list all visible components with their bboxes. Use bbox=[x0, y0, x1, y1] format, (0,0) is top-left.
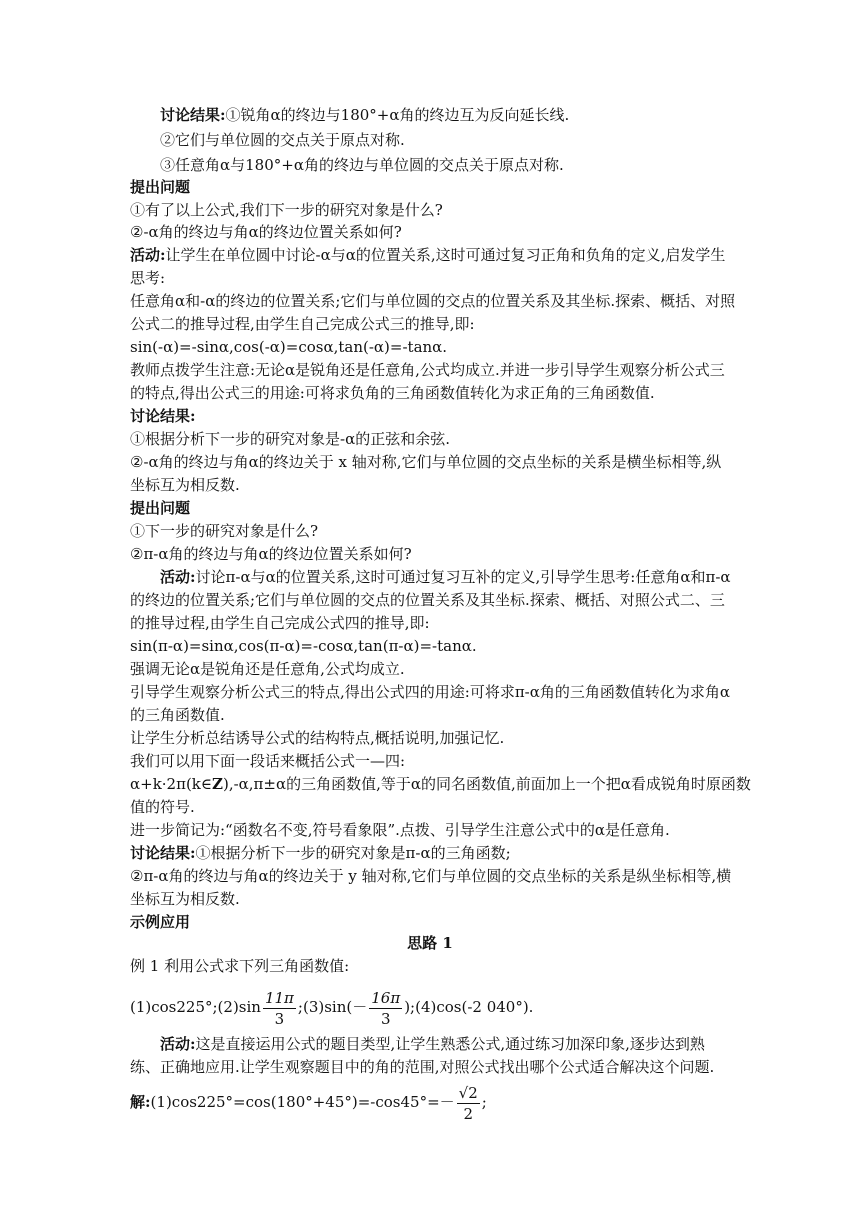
discussion-label: 讨论结果: bbox=[160, 106, 226, 124]
solution-text: ; bbox=[481, 1093, 487, 1111]
discussion-item: ②π-α角的终边与角α的终边关于 y 轴对称,它们与单位圆的交点坐标的关系是纵坐标相等,横 bbox=[130, 867, 732, 885]
rule-line bbox=[130, 772, 751, 797]
paragraph-line: 教师点拨学生注意:无论α是锐角还是任意角,公式均成立.并进一步引导学生观察分析公式三 bbox=[130, 361, 725, 379]
paragraph-line: 引导学生观察分析公式三的特点,得出公式四的用途:可将求π-α角的三角函数值转化为求角α bbox=[130, 683, 731, 701]
paragraph-line: 让学生分析总结诱导公式的结构特点,概括说明,加强记忆. bbox=[130, 729, 505, 747]
problem-text: (1)cos225°;(2)sin bbox=[130, 998, 261, 1016]
fraction-numerator: 11π bbox=[264, 988, 294, 1007]
fraction bbox=[263, 988, 296, 1029]
fraction-denominator: 3 bbox=[274, 1009, 285, 1028]
discussion-item: ②它们与单位圆的交点关于原点对称. bbox=[160, 131, 405, 149]
paragraph-line: 的特点,得出公式三的用途:可将求负角的三角函数值转化为求正角的三角函数值. bbox=[130, 384, 655, 402]
discussion-item: ①锐角α的终边与180°+α角的终边互为反向延长线. bbox=[225, 106, 570, 124]
activity-paragraph bbox=[160, 1032, 705, 1057]
discussion-result-3 bbox=[130, 841, 511, 866]
paragraph-line: 的三角函数值. bbox=[130, 706, 225, 724]
paragraph-line: 公式二的推导过程,由学生自己完成公式三的推导,即: bbox=[130, 315, 475, 333]
problem-text: ;(3)sin(－ bbox=[297, 998, 368, 1016]
discussion-result-1 bbox=[160, 103, 569, 128]
fraction bbox=[457, 1083, 480, 1124]
paragraph-line: 的终边的位置关系;它们与单位圆的交点的位置关系及其坐标.探索、概括、对照公式二、三 bbox=[130, 591, 725, 609]
question: ①有了以上公式,我们下一步的研究对象是什么? bbox=[130, 201, 443, 219]
formula-3: sin(-α)=-sinα,cos(-α)=cosα,tan(-α)=-tanα. bbox=[130, 338, 448, 356]
paragraph-line: 练、正确地应用.让学生观察题目中的角的范围,对照公式找出哪个公式适合解决这个问题. bbox=[130, 1058, 715, 1076]
activity-text: 讨论π-α与α的位置关系,这时可通过复习互补的定义,引导学生思考:任意角α和π-α bbox=[195, 568, 731, 586]
rule-text: ),-α,π±α的三角函数值,等于α的同名函数值,前面加上一个把α看成锐角时原函数 bbox=[222, 775, 751, 793]
solution-line bbox=[130, 1080, 487, 1124]
activity-paragraph bbox=[130, 243, 725, 268]
fraction-numerator: √2 bbox=[458, 1083, 478, 1102]
discussion-item: 坐标互为相反数. bbox=[130, 890, 240, 908]
solution-text: (1)cos225°=cos(180°+45°)=-cos45°=－ bbox=[150, 1093, 455, 1111]
fraction bbox=[369, 988, 402, 1029]
fraction-numerator: 16π bbox=[371, 988, 401, 1007]
discussion-item: ①根据分析下一步的研究对象是π-α的三角函数; bbox=[195, 844, 511, 862]
question: ②π-α角的终边与角α的终边位置关系如何? bbox=[130, 545, 412, 563]
fraction-denominator: 2 bbox=[463, 1104, 473, 1123]
discussion-item: ②-α角的终边与角α的终边关于 x 轴对称,它们与单位圆的交点坐标的关系是横坐标相等,纵 bbox=[130, 453, 722, 471]
activity-label: 活动: bbox=[160, 1035, 196, 1053]
paragraph-line: 值的符号. bbox=[130, 798, 195, 816]
solution-label: 解: bbox=[130, 1093, 151, 1111]
rule-text: α+k·2π(k∈ bbox=[130, 775, 213, 793]
paragraph-line: 的推导过程,由学生自己完成公式四的推导,即: bbox=[130, 614, 430, 632]
example-title: 例 1 利用公式求下列三角函数值: bbox=[130, 957, 350, 975]
question: ①下一步的研究对象是什么? bbox=[130, 522, 319, 540]
discussion-item: ③任意角α与180°+α角的终边与单位圆的交点关于原点对称. bbox=[160, 156, 564, 174]
discussion-label: 讨论结果: bbox=[130, 407, 196, 425]
paragraph-line: 强调无论α是锐角还是任意角,公式均成立. bbox=[130, 660, 405, 678]
activity-label: 活动: bbox=[160, 568, 196, 586]
question: ②-α角的终边与角α的终边位置关系如何? bbox=[130, 223, 402, 241]
activity-paragraph bbox=[160, 565, 731, 590]
activity-text: 让学生在单位圆中讨论-α与α的位置关系,这时可通过复习正角和负角的定义,启发学生 bbox=[165, 246, 726, 264]
formula-4: sin(π-α)=sinα,cos(π-α)=-cosα,tan(π-α)=-tanα. bbox=[130, 637, 477, 655]
section-heading: 提出问题 bbox=[130, 178, 191, 196]
discussion-item: ①根据分析下一步的研究对象是-α的正弦和余弦. bbox=[130, 430, 450, 448]
example-problems bbox=[130, 985, 533, 1029]
paragraph-line: 思考: bbox=[130, 269, 166, 287]
activity-text: 这是直接运用公式的题目类型,让学生熟悉公式,通过练习加深印象,逐步达到熟 bbox=[195, 1035, 705, 1053]
paragraph-line: 我们可以用下面一段话来概括公式一—四: bbox=[130, 752, 406, 770]
subheading: 思路 1 bbox=[407, 934, 453, 952]
discussion-label: 讨论结果: bbox=[130, 844, 196, 862]
integer-set-symbol: Z bbox=[212, 775, 223, 793]
paragraph-line: 任意角α和-α的终边的位置关系;它们与单位圆的交点的位置关系及其坐标.探索、概括、对照 bbox=[130, 292, 736, 310]
problem-text: );(4)cos(-2 040°). bbox=[404, 998, 534, 1016]
section-heading: 提出问题 bbox=[130, 499, 191, 517]
paragraph-line: 进一步简记为:“函数名不变,符号看象限”.点拨、引导学生注意公式中的α是任意角. bbox=[130, 821, 670, 839]
fraction-denominator: 3 bbox=[380, 1009, 391, 1028]
discussion-item: 坐标互为相反数. bbox=[130, 476, 240, 494]
activity-label: 活动: bbox=[130, 246, 166, 264]
section-heading: 示例应用 bbox=[130, 913, 191, 931]
